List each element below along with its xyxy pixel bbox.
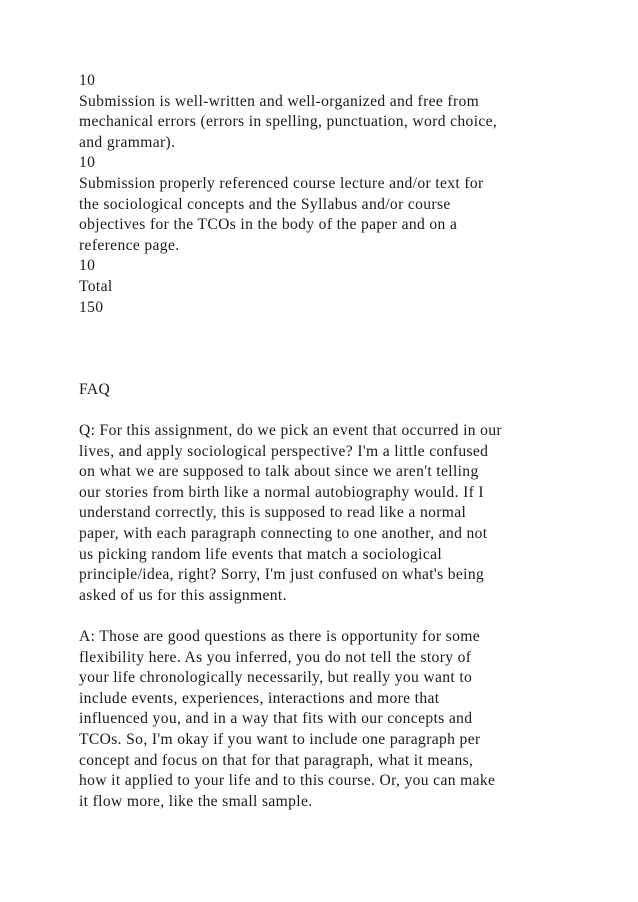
document-body: [79, 71, 579, 812]
faq-answer-line: A: Those are good questions as there is opportunity for some: [79, 628, 480, 646]
rubric-item-line: Submission is well-written and well-organized and free from: [79, 92, 480, 110]
faq-question-line: understand correctly, this is supposed to read like a normal: [79, 504, 467, 522]
faq-answer-line: influenced you, and in a way that fits with our concepts and: [79, 710, 473, 728]
spacer: [79, 359, 579, 380]
faq-question-line: lives, and apply sociological perspective? I'm a little confused: [79, 442, 489, 460]
spacer: [79, 401, 579, 422]
faq-heading: FAQ: [79, 380, 111, 398]
rubric-item-line: Submission properly referenced course lecture and/or text for: [79, 174, 484, 192]
rubric-points: 10: [79, 257, 96, 275]
rubric-item-line: reference page.: [79, 236, 180, 254]
rubric-total-value: 150: [79, 298, 104, 316]
faq-answer-line: your life chronologically necessarily, but really you want to: [79, 669, 473, 687]
faq-answer-line: TCOs. So, I'm okay if you want to include one paragraph per: [79, 731, 481, 748]
faq-answer-line: it flow more, like the small sample.: [79, 792, 313, 810]
rubric-points: 10: [79, 154, 96, 172]
rubric-item-line: and grammar).: [79, 133, 176, 151]
faq-question-line: paper, with each paragraph connecting to one another, and not: [79, 525, 488, 543]
faq-answer-line: concept and focus on that for that paragraph, what it means,: [79, 751, 474, 769]
rubric-total-label: Total: [79, 277, 113, 295]
spacer: [79, 318, 579, 339]
faq-answer-line: flexibility here. As you inferred, you do not tell the story of: [79, 648, 472, 666]
rubric-item-line: objectives for the TCOs in the body of the paper and on a: [79, 216, 458, 234]
faq-question-line: our stories from birth like a normal autobiography would. If I: [79, 483, 484, 501]
faq-question-line: Q: For this assignment, do we pick an event that occurred in our: [79, 422, 502, 440]
rubric-points: 10: [79, 72, 96, 89]
rubric-item-line: the sociological concepts and the Syllabus and/or course: [79, 195, 451, 213]
faq-question-line: on what we are supposed to talk about since we aren't telling: [79, 463, 479, 481]
spacer: [79, 339, 579, 360]
faq-answer-line: include events, experiences, interactions and more that: [79, 689, 440, 707]
faq-question-line: principle/idea, right? Sorry, I'm just confused on what's being: [79, 566, 485, 584]
faq-question-line: asked of us for this assignment.: [79, 586, 287, 604]
rubric-item-line: mechanical errors (errors in spelling, punctuation, word choice,: [79, 113, 498, 131]
faq-question-line: us picking random life events that match a sociological: [79, 545, 443, 563]
faq-answer-line: how it applied to your life and to this course. Or, you can make: [79, 772, 496, 790]
spacer: [79, 606, 579, 627]
